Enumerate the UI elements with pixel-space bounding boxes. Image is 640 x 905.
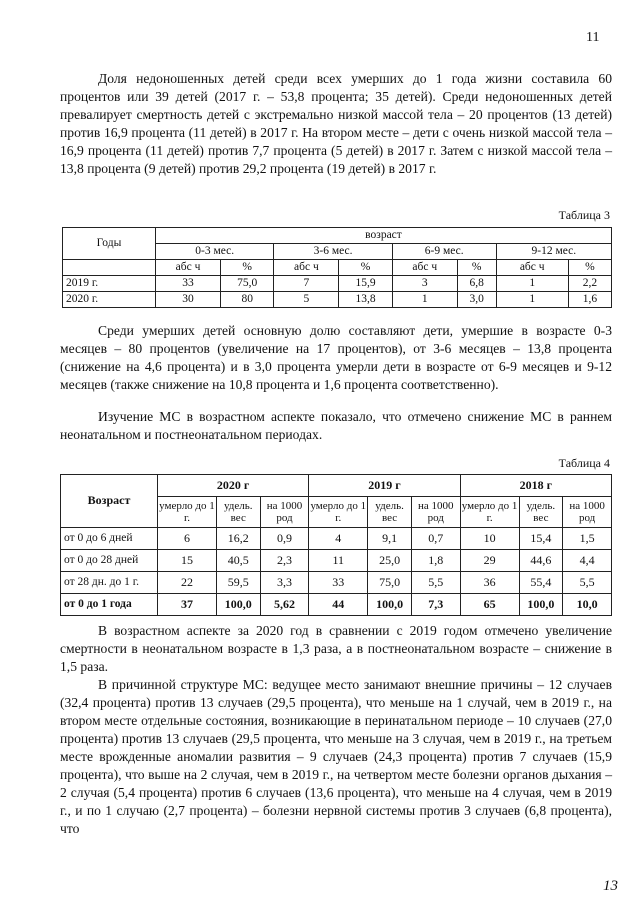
table3-cell: 80: [221, 292, 274, 308]
table4-cell: 75,0: [368, 572, 412, 594]
table3-cell: 13,8: [339, 292, 392, 308]
table4-cell: 44: [309, 594, 368, 616]
page-number: 11: [586, 30, 600, 45]
table4-cell: 25,0: [368, 550, 412, 572]
table4-cell: 100,0: [519, 594, 563, 616]
table-row: [61, 528, 612, 550]
table4-row-label: от 0 до 6 дней: [61, 528, 158, 550]
table3-cell: 1: [392, 292, 457, 308]
table4-cell: 36: [460, 572, 519, 594]
table-row: [63, 292, 612, 308]
table3-pct-header: %: [568, 260, 611, 276]
table3-cell: 1,6: [568, 292, 611, 308]
table4-cell: 59,5: [216, 572, 260, 594]
table3-abs-header: абс ч: [392, 260, 457, 276]
table3-caption: Таблица 3: [558, 208, 610, 222]
paragraph-premature: Доля недоношенных детей среди всех умерших до 1 года жизни составила 60 процентов или 39 детей (2017 г. – 53,8 процента; 35 детей). Среди недоношенных детей превалирует смертность детей с экстремально низкой массой тела – 20 процентов (13 детей) против 16,9 процента (11 детей) в 2017 г. На втором месте – дети с очень низкой массой тела – 16,9 процента (11 детей) против 7,7 процента (5 детей) в 2017 г. Затем с низкой массой тела – 13,8 процента (9 детей) против 29,2 процента (19 детей) в 2017 г.: [60, 71, 612, 176]
table-row: [63, 276, 612, 292]
table3-years-header: Годы: [63, 228, 156, 260]
table4-sub-header: на 1000 род: [260, 497, 309, 528]
table3-year-cell: 2020 г.: [63, 292, 156, 308]
paragraph-causes: В причинной структуре МС: ведущее место занимают внешние причины – 12 случаев (32,4 процента) против 13 случаев (29,5 процента), что меньше на 1 случай, чем в 2019 г., на втором месте отдельные состояния, возникающие в перинатальном периоде – 10 случаев (27,0 процента) против 13 случаев (29,5 процента, что меньше на 3 случая, чем в 2019 г., на третьем месте врожденные аномалии развития – 9 случаев (24,3 процента) против 7 случаев (15,9 процента), что выше на 2 случая, чем в 2019 г., на четвертом месте болезни органов дыхания – 2 случая (5,4 процента) против 6 случаев (13,6 процента), что меньше на 4 случая, чем в 2019 г., и по 1 случаю (2,7 процента) – болезни нервной системы против 3 случаев (6,8 процента), что: [60, 677, 612, 836]
table-mortality-by-period: [60, 474, 612, 616]
table4-cell: 15,4: [519, 528, 563, 550]
table4-cell: 10: [460, 528, 519, 550]
table4-sub-header: удель. вес: [216, 497, 260, 528]
table3-cell: 1: [496, 276, 568, 292]
table4-row-label: от 0 до 28 дней: [61, 550, 158, 572]
table4-sub-header: умерло до 1 г.: [309, 497, 368, 528]
table3-cell: 6,8: [457, 276, 496, 292]
table3-cell: 33: [156, 276, 221, 292]
table3-abs-header: абс ч: [496, 260, 568, 276]
table4-sub-header: умерло до 1 г.: [158, 497, 217, 528]
table-row: [61, 572, 612, 594]
table4-cell: 4: [309, 528, 368, 550]
table4-sub-header: умерло до 1 г.: [460, 497, 519, 528]
paragraph-age-share: Среди умерших детей основную долю составляют дети, умершие в возрасте 0-3 месяцев – 80 процентов (увеличение на 17 процентов), от 3-6 месяцев – 13,8 процента (снижение на 4,6 процента) и в 3,0 процента умерли дети в возрасте от 6-9 месяцев и 9-12 месяцев (также снижение на 10,8 процента и 1,6 процента соответственно).: [60, 323, 612, 392]
table4-year-header: 2020 г: [158, 475, 309, 497]
table3-age-header: 6-9 мес.: [392, 244, 496, 260]
table4-cell: 29: [460, 550, 519, 572]
table-age-distribution: [62, 227, 612, 308]
table4-age-header: Возраст: [61, 475, 158, 528]
table3-pct-header: %: [339, 260, 392, 276]
table4-cell: 5,62: [260, 594, 309, 616]
table3-cell: 15,9: [339, 276, 392, 292]
table-row-total: [61, 594, 612, 616]
table4-sub-header: удель. вес: [368, 497, 412, 528]
table3-abs-header: абс ч: [156, 260, 221, 276]
table4-sub-header: на 1000 род: [411, 497, 460, 528]
table4-cell: 44,6: [519, 550, 563, 572]
table4-cell: 5,5: [563, 572, 612, 594]
table3-year-cell: 2019 г.: [63, 276, 156, 292]
table3-group-header: возраст: [156, 228, 612, 244]
table3-abs-header: абс ч: [274, 260, 339, 276]
table4-cell: 33: [309, 572, 368, 594]
table4-cell: 1,5: [563, 528, 612, 550]
table3-age-header: 9-12 мес.: [496, 244, 611, 260]
table4-row-label: от 28 дн. до 1 г.: [61, 572, 158, 594]
table4-cell: 100,0: [216, 594, 260, 616]
table3-cell: 75,0: [221, 276, 274, 292]
table4-cell: 0,7: [411, 528, 460, 550]
table4-year-header: 2018 г: [460, 475, 611, 497]
table3-empty-cell: [63, 260, 156, 276]
table-row: [61, 550, 612, 572]
table4-cell: 16,2: [216, 528, 260, 550]
table4-caption: Таблица 4: [558, 456, 610, 470]
table3-cell: 3,0: [457, 292, 496, 308]
table4-cell: 100,0: [368, 594, 412, 616]
table3-cell: 5: [274, 292, 339, 308]
table4-cell: 0,9: [260, 528, 309, 550]
table3-age-header: 0-3 мес.: [156, 244, 274, 260]
table4-cell: 2,3: [260, 550, 309, 572]
table4-cell: 11: [309, 550, 368, 572]
table4-cell: 37: [158, 594, 217, 616]
table4-cell: 1,8: [411, 550, 460, 572]
table4-cell: 6: [158, 528, 217, 550]
table4-year-header: 2019 г: [309, 475, 460, 497]
table3-cell: 3: [392, 276, 457, 292]
table4-cell: 4,4: [563, 550, 612, 572]
table4-sub-header: удель. вес: [519, 497, 563, 528]
table4-cell: 55,4: [519, 572, 563, 594]
table4-cell: 3,3: [260, 572, 309, 594]
table4-row-label: от 0 до 1 года: [61, 594, 158, 616]
table3-age-header: 3-6 мес.: [274, 244, 392, 260]
table3-cell: 30: [156, 292, 221, 308]
table3-cell: 1: [496, 292, 568, 308]
table3-cell: 7: [274, 276, 339, 292]
table4-cell: 5,5: [411, 572, 460, 594]
table3-pct-header: %: [221, 260, 274, 276]
table4-cell: 9,1: [368, 528, 412, 550]
table3-pct-header: %: [457, 260, 496, 276]
table3-cell: 2,2: [568, 276, 611, 292]
handwritten-page-mark: 13: [603, 878, 618, 894]
table4-sub-header: на 1000 род: [563, 497, 612, 528]
table4-cell: 22: [158, 572, 217, 594]
table4-cell: 15: [158, 550, 217, 572]
paragraph-age-aspect: Изучение МС в возрастном аспекте показало, что отмечено снижение МС в раннем неонатальном и постнеонатальном периодах.: [60, 409, 612, 442]
table4-cell: 10,0: [563, 594, 612, 616]
paragraph-age-comparison: В возрастном аспекте за 2020 год в сравнении с 2019 годом отмечено увеличение смертности в неонатальном возрасте в 1,3 раза, а в постнеонатальном возрасте – снижение в 1,5 раза.: [60, 623, 612, 674]
table4-cell: 7,3: [411, 594, 460, 616]
table4-cell: 40,5: [216, 550, 260, 572]
table4-cell: 65: [460, 594, 519, 616]
